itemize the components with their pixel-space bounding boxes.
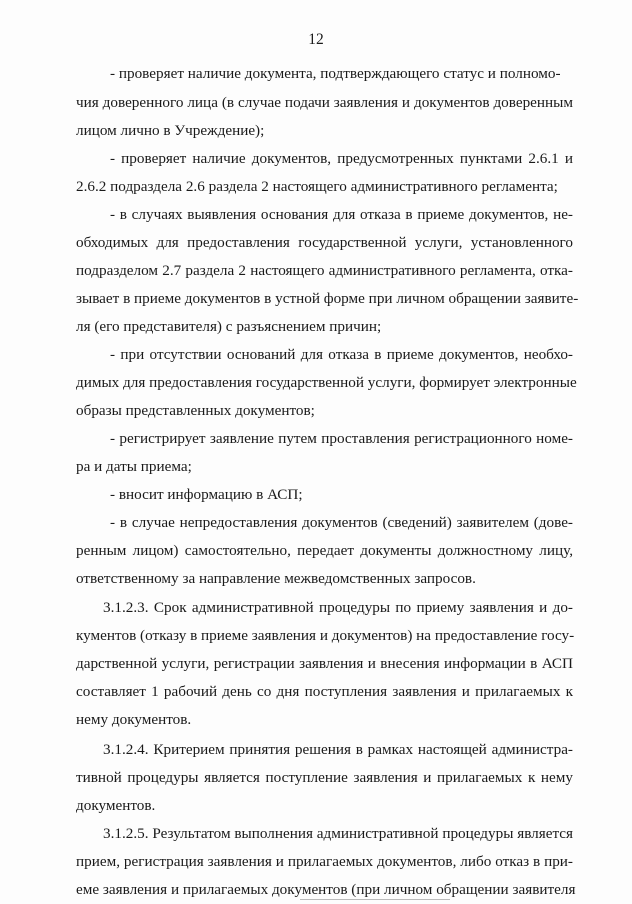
text-line: - проверяет наличие документа, подтверждающего статус и полномо-: [110, 65, 561, 82]
text-line: ля (его представителя) с разъяснением причин;: [76, 318, 382, 335]
text-line: димых для предоставления государственной услуги, формирует электронные: [76, 374, 577, 391]
text-line: - в случае непредоставления документов (сведений) заявителем (дове-: [110, 514, 573, 531]
text-line: 3.1.2.5. Результатом выполнения административной процедуры является: [103, 825, 574, 842]
text-line: дарственной услуги, регистрации заявления и внесения информации в АСП: [76, 655, 573, 672]
text-line: кументов (отказу в приеме заявления и документов) на предоставление госу-: [76, 627, 575, 644]
text-line: 3.1.2.4. Критерием принятия решения в рамках настоящей администра-: [103, 741, 573, 758]
text-line: - вносит информацию в АСП;: [110, 486, 303, 503]
scan-artifact: [300, 899, 450, 900]
text-line: документов.: [76, 797, 156, 814]
text-line: тивной процедуры является поступление заявления и прилагаемых к нему: [76, 769, 573, 786]
text-line: лицом лично в Учреждение);: [76, 122, 265, 139]
text-line: - регистрирует заявление путем проставления регистрационного номе-: [110, 430, 573, 447]
text-line: прием, регистрация заявления и прилагаемых документов, либо отказ в при-: [76, 853, 573, 870]
text-line: подразделом 2.7 раздела 2 настоящего административного регламента, отка-: [76, 262, 573, 279]
text-line: составляет 1 рабочий день со дня поступления заявления и прилагаемых к: [76, 683, 573, 700]
text-line: - в случаях выявления основания для отказа в приеме документов, не-: [110, 206, 573, 223]
text-line: 2.6.2 подраздела 2.6 раздела 2 настоящего административного регламента;: [76, 178, 558, 195]
text-line: - проверяет наличие документов, предусмотренных пунктами 2.6.1 и: [110, 150, 573, 167]
text-line: еме заявления и прилагаемых документов (при личном обращении заявителя: [76, 881, 576, 898]
text-line: ра и даты приема;: [76, 458, 192, 475]
text-line: зывает в приеме документов в устной форме при личном обращении заявите-: [76, 290, 579, 307]
page-number: 12: [308, 31, 324, 48]
text-line: ответственному за направление межведомственных запросов.: [76, 570, 476, 587]
text-line: обходимых для предоставления государственной услуги, установленного: [76, 234, 573, 251]
text-line: ренным лицом) самостоятельно, передает документы должностному лицу,: [76, 542, 573, 559]
text-line: - при отсутствии оснований для отказа в приеме документов, необхо-: [110, 346, 573, 363]
text-line: образы представленных документов;: [76, 402, 315, 419]
text-line: нему документов.: [76, 711, 192, 728]
text-line: чия доверенного лица (в случае подачи заявления и документов доверенным: [76, 94, 573, 111]
text-line: 3.1.2.3. Срок административной процедуры по приему заявления и до-: [103, 599, 573, 616]
